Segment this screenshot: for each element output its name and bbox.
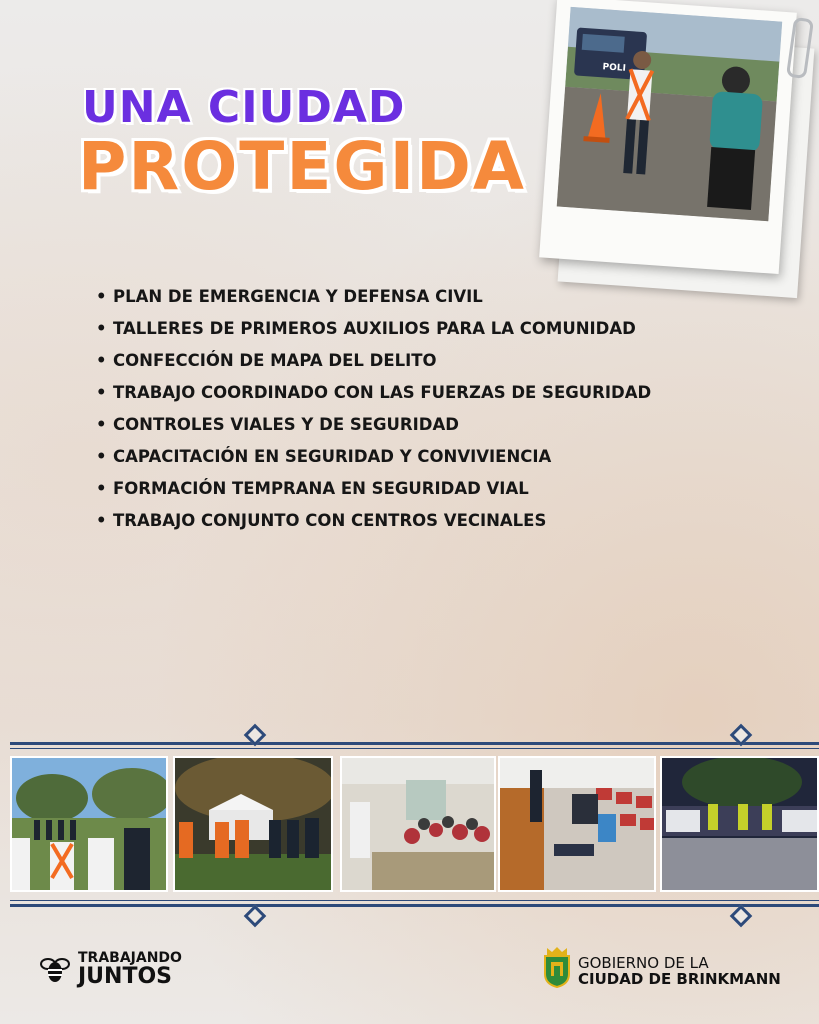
strip-photo-4 <box>498 756 656 892</box>
bullet-icon: • <box>96 287 107 306</box>
list-item <box>96 476 651 508</box>
footer-right-line-1: GOBIERNO DE LA <box>578 954 709 972</box>
bullet-icon: • <box>96 351 107 370</box>
bullet-icon: • <box>96 447 107 466</box>
list-item-text: FORMACIÓN TEMPRANA EN SEGURIDAD VIAL <box>113 479 529 498</box>
bullet-icon: • <box>96 479 107 498</box>
list-item-text: CONFECCIÓN DE MAPA DEL DELITO <box>113 351 437 370</box>
list-item-text: CAPACITACIÓN EN SEGURIDAD Y CONVIVIENCIA <box>113 447 552 466</box>
footer-right-line-2: CIUDAD DE BRINKMANN <box>578 970 781 988</box>
strip-photo-5 <box>660 756 819 892</box>
strip-bottom-border <box>10 904 819 907</box>
list-item <box>96 348 651 380</box>
initiatives-list <box>96 284 651 540</box>
diamond-ornament-icon <box>730 905 753 928</box>
strip-photo-2 <box>173 756 333 892</box>
list-item <box>96 444 651 476</box>
title-line-2: PROTEGIDA <box>78 128 526 205</box>
bee-icon <box>38 952 72 986</box>
bullet-icon: • <box>96 319 107 338</box>
strip-top-border-inner <box>10 748 819 749</box>
list-item <box>96 316 651 348</box>
bullet-icon: • <box>96 415 107 434</box>
list-item-text: TRABAJO CONJUNTO CON CENTROS VECINALES <box>113 511 547 530</box>
footer-left-line-1: TRABAJANDO <box>78 950 182 966</box>
list-item <box>96 508 651 540</box>
strip-photo-3 <box>340 756 496 892</box>
footer-left-line-2: JUNTOS <box>78 964 173 989</box>
list-item <box>96 412 651 444</box>
strip-top-border <box>10 742 819 745</box>
diamond-ornament-icon <box>244 905 267 928</box>
list-item-text: TRABAJO COORDINADO CON LAS FUERZAS DE SEGURIDAD <box>113 383 652 402</box>
coat-of-arms-icon <box>542 946 572 988</box>
list-item-text: PLAN DE EMERGENCIA Y DEFENSA CIVIL <box>113 287 483 306</box>
truck-police-label: POLI <box>602 62 627 74</box>
strip-bottom-border-inner <box>10 900 819 901</box>
polaroid-frame <box>539 0 797 274</box>
bullet-icon: • <box>96 511 107 530</box>
list-item <box>96 284 651 316</box>
list-item-text: TALLERES DE PRIMEROS AUXILIOS PARA LA COMUNIDAD <box>113 319 636 338</box>
list-item-text: CONTROLES VIALES Y DE SEGURIDAD <box>113 415 459 434</box>
bullet-icon: • <box>96 383 107 402</box>
list-item <box>96 380 651 412</box>
title-line-1: UNA CIUDAD <box>82 82 406 133</box>
traffic-control-photo <box>557 7 782 221</box>
strip-photo-1 <box>10 756 168 892</box>
